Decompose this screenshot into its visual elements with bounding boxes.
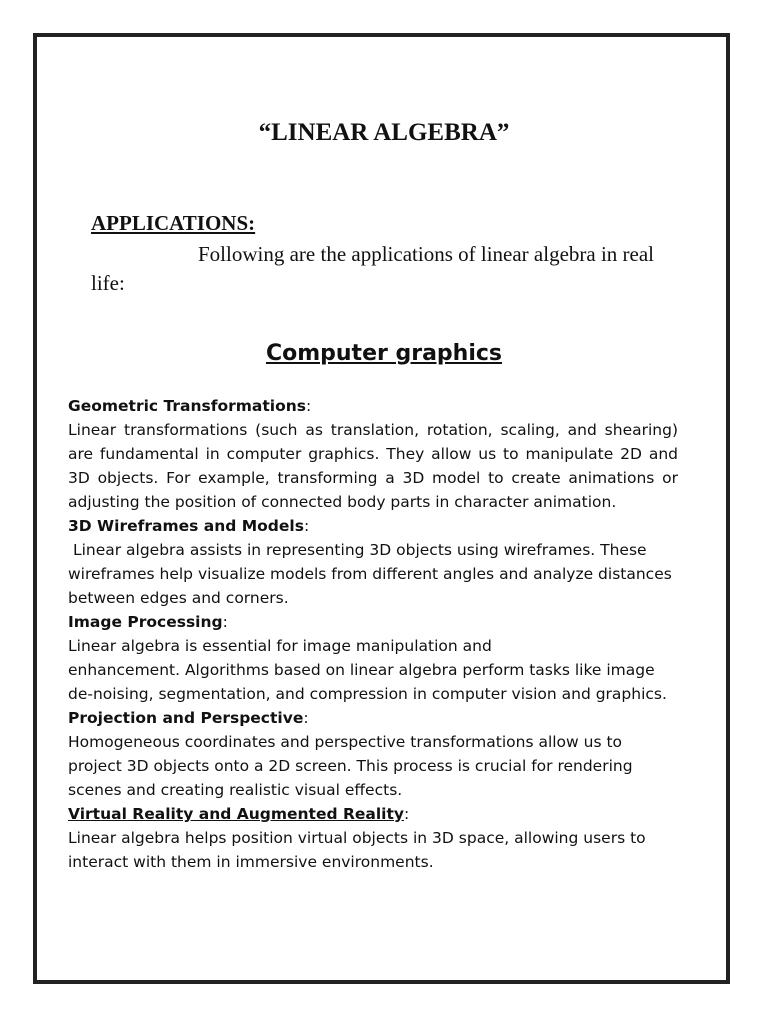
item-heading-text: Image Processing — [68, 613, 223, 631]
item-heading — [68, 802, 678, 826]
item-heading-text: Projection and Perspective — [68, 709, 304, 727]
item-body: Homogeneous coordinates and perspective transformations allow us to project 3D objects onto a 2D screen. This process is crucial for rendering scenes and creating realistic visual effects. — [68, 733, 633, 799]
item-body-line: de-noising, segmentation, and compression in computer vision and graphics. — [68, 685, 667, 703]
item-heading — [68, 514, 678, 538]
item-body-line: enhancement. Algorithms based on linear algebra perform tasks like image — [68, 661, 655, 679]
item-heading-text: Virtual Reality and Augmented Reality — [68, 805, 405, 823]
item-heading — [68, 706, 678, 730]
item-body: Linear algebra assists in representing 3D objects using wireframes. These wireframes help visualize models from different angles and analyze distances between edges and corners. — [68, 541, 677, 607]
item-heading-colon: : — [306, 397, 312, 415]
item-body: Linear transformations (such as translation, rotation, scaling, and shearing) are fundamental in computer graphics. They allow us to manipulate 2D and 3D objects. For example, transforming a 3D model to create animations or adjusting the position of connected body parts in character animation. — [68, 421, 678, 511]
applications-intro: Following are the applications of linear algebra in real life: — [91, 242, 655, 295]
item-heading-colon: : — [404, 805, 410, 823]
item-heading — [68, 394, 678, 418]
applications-heading: APPLICATIONS: — [91, 211, 256, 235]
item-heading-colon: : — [303, 709, 309, 727]
item-heading-colon: : — [303, 517, 310, 535]
section-content — [68, 394, 678, 874]
section-title: Computer graphics — [265, 341, 503, 366]
item-heading-text: Geometric Transformations — [68, 397, 307, 415]
document-title: “LINEAR ALGEBRA” — [258, 119, 510, 146]
item-body: Linear algebra helps position virtual objects in 3D space, allowing users to interact with them in immersive environments. — [68, 829, 646, 871]
item-body-line: Linear algebra is essential for image manipulation and — [68, 637, 492, 655]
item-heading — [68, 610, 678, 634]
item-heading-colon: : — [222, 613, 228, 631]
item-heading-text: 3D Wireframes and Models — [68, 517, 304, 535]
